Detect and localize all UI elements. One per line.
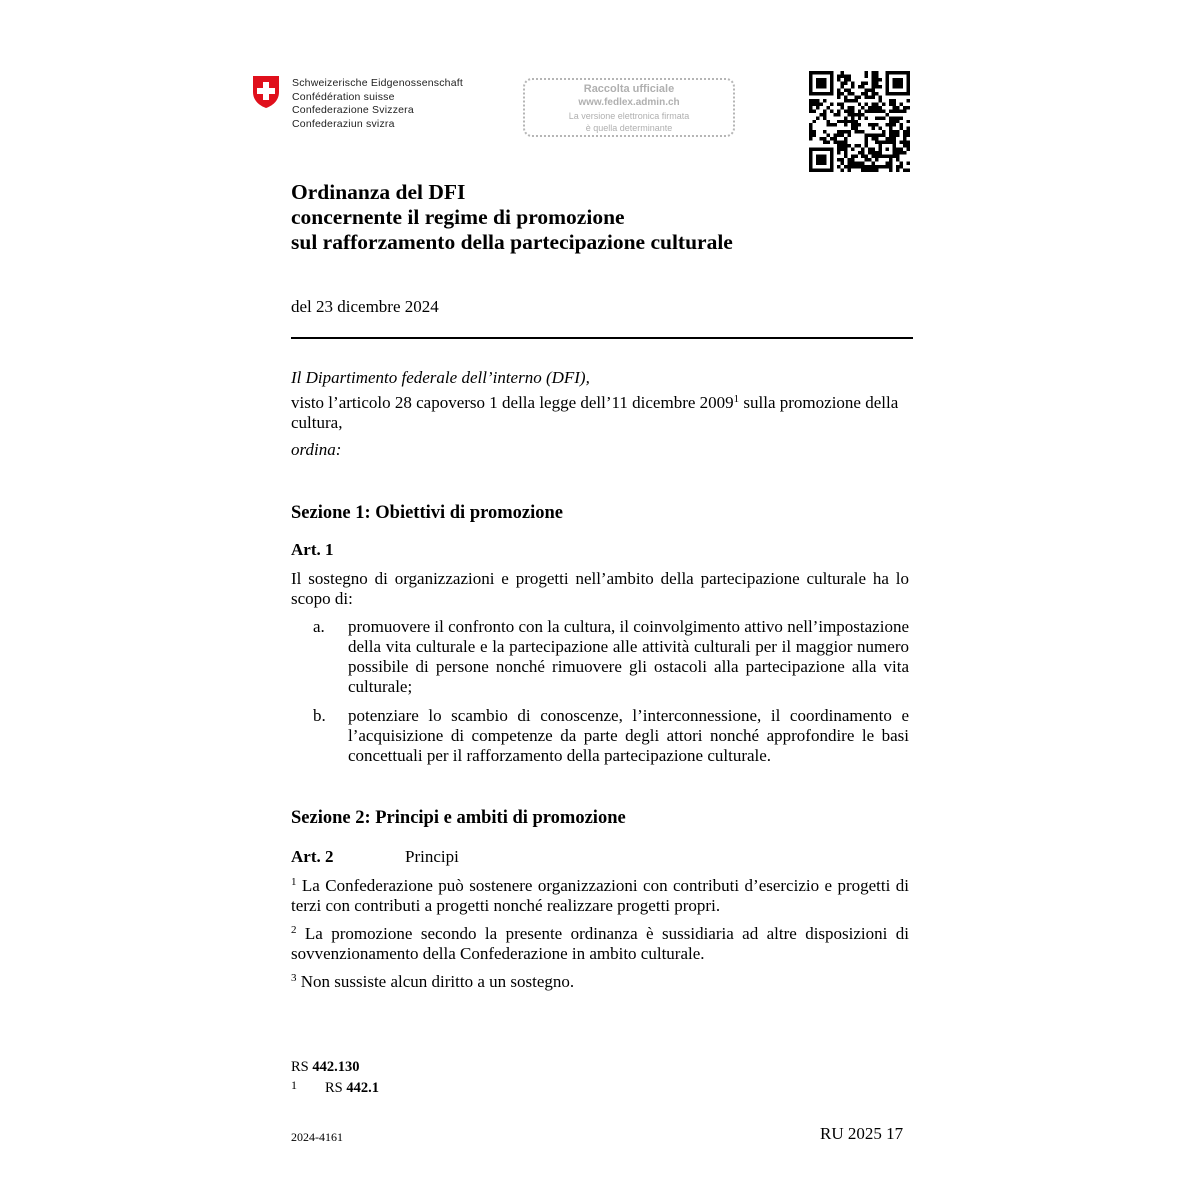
paragraph-number: 3 bbox=[291, 972, 297, 984]
confederation-name-fr: Confédération suisse bbox=[292, 90, 395, 103]
legal-basis-text-cont: sulla promozione della cultura, bbox=[291, 393, 899, 432]
paragraph-text: La Confederazione può sostenere organizzazioni con contributi d’esercizio e progetti di terzi con contributi a progetti nonché realizzare progetti propri. bbox=[291, 876, 909, 915]
official-collection-reference: RU 2025 17 bbox=[820, 1124, 904, 1143]
list-item-text: potenziare lo scambio di conoscenze, l’interconnessione, il coordinamento e l’acquisizione di competenze da parte degli attori nonché approfondire le basi concettuali per il rafforzamento della partecipazione culturale. bbox=[348, 706, 909, 765]
list-item-text: promuovere il confronto con la cultura, il coinvolgimento attivo nell’impostazione della vita culturale e la partecipazione alle attività culturali per il maggior numero possibile di persone nonché rimuovere gli ostacoli alla partecipazione alla vita culturale; bbox=[348, 617, 909, 696]
article-2-title: Principi bbox=[405, 847, 459, 866]
stamp-url: www.fedlex.admin.ch bbox=[578, 97, 680, 108]
rs-prefix: RS bbox=[291, 1059, 313, 1075]
article-1-label: Art. 1 bbox=[291, 540, 334, 559]
qr-code-icon bbox=[809, 71, 910, 172]
paragraph-number: 2 bbox=[291, 924, 297, 936]
list-item-letter: b. bbox=[313, 706, 326, 725]
article-2-paragraph bbox=[291, 924, 909, 964]
swiss-coat-of-arms-icon bbox=[252, 75, 280, 109]
confederation-names bbox=[292, 77, 463, 131]
title-line: concernente il regime di promozione bbox=[291, 205, 625, 229]
document-title bbox=[291, 180, 733, 255]
preamble-enacts: ordina: bbox=[291, 440, 342, 459]
document-number: 2024-4161 bbox=[291, 1130, 343, 1144]
preamble-legal-basis bbox=[291, 393, 911, 433]
footnote-rs-prefix: RS bbox=[325, 1080, 347, 1096]
footnote-number: 1 bbox=[291, 1078, 297, 1092]
article-2-paragraph bbox=[291, 972, 909, 992]
title-divider bbox=[291, 337, 913, 339]
section-1-heading: Sezione 1: Obiettivi di promozione bbox=[291, 503, 563, 523]
paragraph-text: Non sussiste alcun diritto a un sostegno. bbox=[296, 972, 575, 991]
paragraph-text: La promozione secondo la presente ordinanza è sussidiaria ad altre disposizioni di sovvenzionamento della Confederazione in ambito culturale. bbox=[291, 924, 909, 963]
stamp-title: Raccolta ufficiale bbox=[583, 83, 675, 95]
official-collection-stamp bbox=[523, 78, 735, 137]
stamp-note-2: è quella determinante bbox=[585, 123, 673, 133]
section-2-heading: Sezione 2: Principi e ambiti di promozione bbox=[291, 808, 626, 828]
article-2-label: Art. 2 bbox=[291, 847, 334, 866]
document-date: del 23 dicembre 2024 bbox=[291, 297, 439, 316]
legal-basis-text: visto l’articolo 28 capoverso 1 della legge dell’11 dicembre 2009 bbox=[291, 393, 734, 412]
list-item-letter: a. bbox=[313, 617, 325, 636]
paragraph-number: 1 bbox=[291, 876, 297, 888]
confederation-name-de: Schweizerische Eidgenossenschaft bbox=[292, 77, 463, 89]
footnote-ref: 1 bbox=[733, 393, 740, 405]
article-2-paragraph bbox=[291, 876, 909, 916]
article-1-intro: Il sostegno di organizzazioni e progetti nell’ambito della partecipazione culturale ha lo scopo di: bbox=[291, 569, 909, 608]
rs-number: 442.130 bbox=[312, 1059, 360, 1075]
rs-reference bbox=[291, 1059, 360, 1076]
confederation-name-it: Confederazione Svizzera bbox=[292, 104, 414, 116]
preamble-authority: Il Dipartimento federale dell’interno (DFI), bbox=[291, 368, 590, 387]
confederation-name-rm: Confederaziun svizra bbox=[292, 117, 395, 130]
footnote-text bbox=[325, 1080, 379, 1097]
title-line: Ordinanza del DFI bbox=[291, 180, 466, 204]
footnote-rs-number: 442.1 bbox=[346, 1080, 379, 1096]
title-line: sul rafforzamento della partecipazione culturale bbox=[291, 230, 733, 254]
stamp-note-1: La versione elettronica firmata bbox=[568, 111, 690, 121]
